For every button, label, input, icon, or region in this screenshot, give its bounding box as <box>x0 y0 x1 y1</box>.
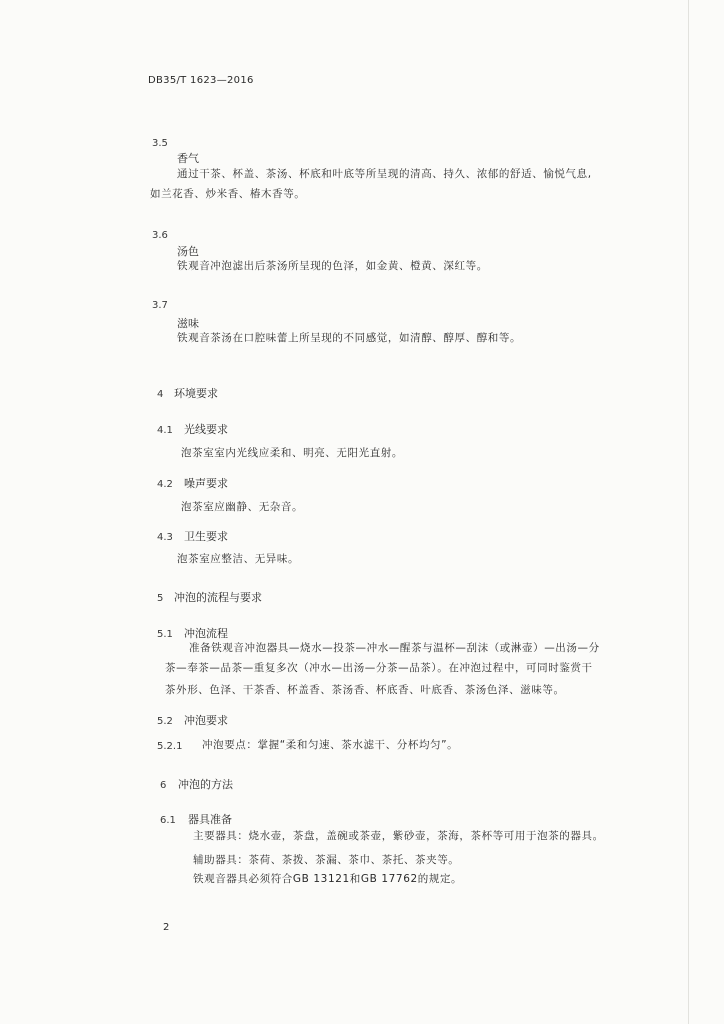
clause-text: 准备铁观音冲泡器具—烧水—投茶—冲水—醒茶与温杯—刮沫（或淋壶）—出汤—分 <box>189 642 600 654</box>
definition-text: 如兰花香、炒米香、椿木香等。 <box>150 188 306 200</box>
definition-text: 铁观音茶汤在口腔味蕾上所呈现的不同感觉，如清醇、醇厚、醇和等。 <box>177 332 522 344</box>
clause-number: 5.2 <box>157 716 173 727</box>
clause-text: 泡茶室应整洁、无异味。 <box>177 553 300 565</box>
clause-text: 铁观音器具必须符合GB 13121和GB 17762的规定。 <box>193 873 463 885</box>
chapter-number: 5 <box>157 593 164 604</box>
clause-title: 光线要求 <box>184 423 228 436</box>
definition-text: 通过干茶、杯盖、茶汤、杯底和叶底等所呈现的清高、持久、浓郁的舒适、愉悦气息, <box>177 168 592 180</box>
clause-text: 茶外形、色泽、干茶香、杯盖香、茶汤香、杯底香、叶底香、茶汤色泽、滋味等。 <box>165 684 565 696</box>
chapter-title: 冲泡的流程与要求 <box>174 591 262 604</box>
clause-title: 冲泡流程 <box>184 627 228 640</box>
clause-number: 3.6 <box>152 230 168 241</box>
clause-number: 5.2.1 <box>157 741 183 752</box>
document-code: DB35/T 1623—2016 <box>148 75 254 86</box>
chapter-number: 6 <box>160 780 167 791</box>
clause-number: 5.1 <box>157 629 173 640</box>
definition-text: 铁观音冲泡滤出后茶汤所呈现的色泽，如金黄、橙黄、深红等。 <box>177 260 488 272</box>
clause-number: 4.2 <box>157 479 173 490</box>
clause-number: 3.5 <box>152 138 168 149</box>
clause-text: 辅助器具：茶荷、茶拨、茶漏、茶巾、茶托、茶夹等。 <box>193 854 460 866</box>
chapter-title: 环境要求 <box>174 387 218 400</box>
clause-number: 4.3 <box>157 532 173 543</box>
clause-text: 冲泡要点：掌握“柔和匀速、茶水滤干、分杯均匀”。 <box>202 739 459 751</box>
clause-number: 3.7 <box>152 300 168 311</box>
clause-text: 泡茶室应幽静、无杂音。 <box>181 501 304 513</box>
clause-number: 4.1 <box>157 425 173 436</box>
clause-text: 泡茶室室内光线应柔和、明亮、无阳光直射。 <box>181 447 403 459</box>
clause-title: 器具准备 <box>188 813 232 826</box>
clause-title: 噪声要求 <box>184 477 228 490</box>
clause-number: 6.1 <box>160 815 176 826</box>
clause-text: 茶—奉茶—品茶—重复多次（冲水—出汤—分茶—品茶）。在冲泡过程中，可同时鉴赏干 <box>165 662 593 674</box>
clause-title: 冲泡要求 <box>184 714 228 727</box>
clause-text: 主要器具：烧水壶，茶盘，盖碗或茶壶，紫砂壶，茶海，茶杯等可用于泡茶的器具。 <box>193 830 604 842</box>
clause-title: 卫生要求 <box>184 530 228 543</box>
term-name: 香气 <box>177 152 199 165</box>
term-name: 滋味 <box>177 317 199 330</box>
page-edge-line <box>688 0 689 1024</box>
chapter-title: 冲泡的方法 <box>178 778 233 791</box>
page-number: 2 <box>163 922 170 933</box>
term-name: 汤色 <box>177 245 199 258</box>
chapter-number: 4 <box>157 389 164 400</box>
